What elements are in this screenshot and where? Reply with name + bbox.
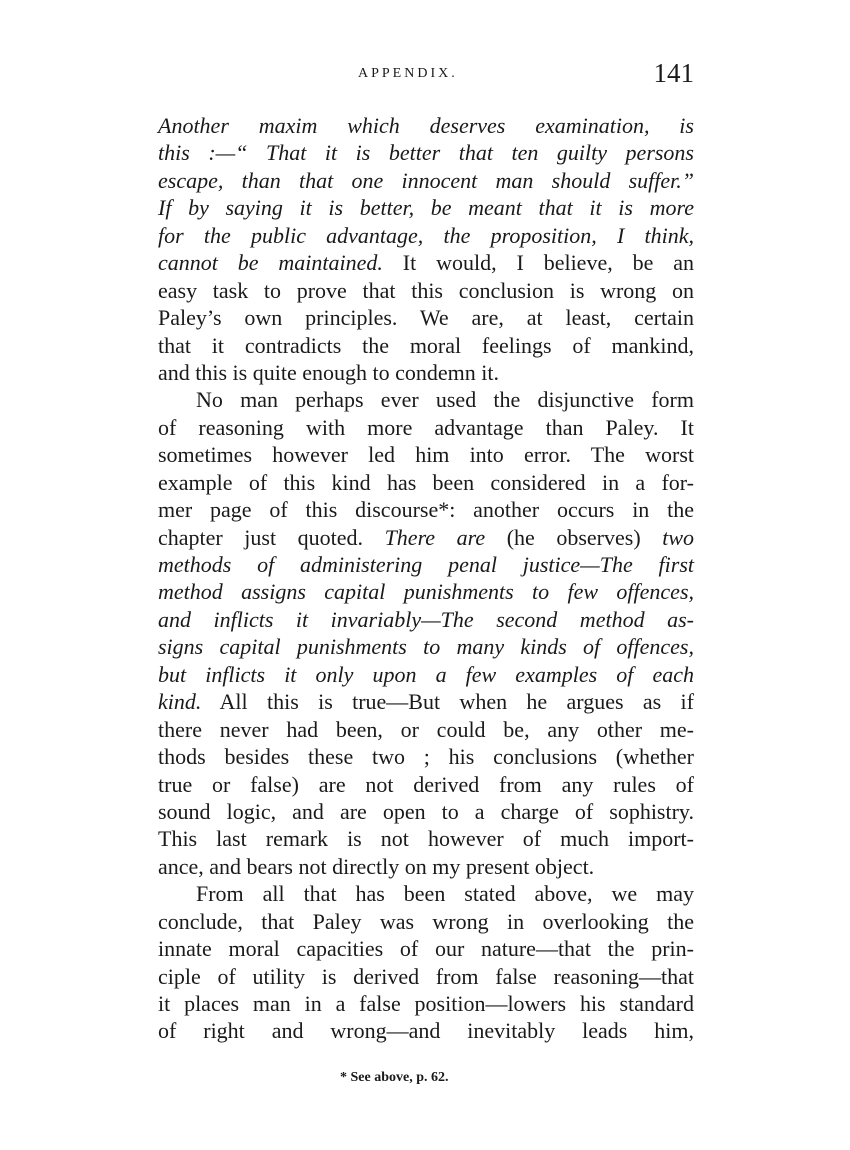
- text-segment: mer page of this discourse*: another occurs in the: [158, 497, 694, 523]
- italic-text-segment: but inflicts it only upon a few examples of each: [158, 661, 694, 687]
- text-line: [158, 167, 694, 194]
- text-segment: sometimes however led him into error. The worst: [158, 442, 694, 468]
- text-line: [158, 139, 694, 166]
- text-line: [158, 112, 694, 139]
- text-segment: of right and wrong—and inevitably leads him,: [158, 1018, 694, 1044]
- text-line: [158, 935, 694, 962]
- text-line: [158, 853, 694, 880]
- italic-text-segment: escape, than that one innocent man should suffer.”: [158, 167, 694, 193]
- text-segment: easy task to prove that this conclusion is wrong on: [158, 277, 694, 303]
- text-segment: conclude, that Paley was wrong in overlooking the: [158, 908, 694, 934]
- text-line: [158, 304, 694, 331]
- text-line: [158, 578, 694, 605]
- text-line: [158, 963, 694, 990]
- text-line: [158, 633, 694, 660]
- text-line: [158, 771, 694, 798]
- page-number: 141: [653, 58, 694, 88]
- text-segment: thods besides these two ; his conclusions (whether: [158, 744, 694, 770]
- text-line: [158, 716, 694, 743]
- text-line: [158, 386, 694, 413]
- italic-text-segment: There are: [384, 524, 486, 550]
- italic-text-segment: two: [662, 524, 694, 550]
- body-text: [158, 112, 694, 1045]
- text-line: [158, 551, 694, 578]
- text-line: [158, 606, 694, 633]
- text-segment: example of this kind has been considered in a for-: [158, 469, 694, 495]
- italic-text-segment: this :—“ That it is better that ten guilty persons: [158, 140, 694, 166]
- text-line: [158, 359, 694, 386]
- text-line: [158, 222, 694, 249]
- text-line: [158, 825, 694, 852]
- text-line: [158, 194, 694, 221]
- text-segment: (he observes): [485, 524, 663, 550]
- text-line: [158, 990, 694, 1017]
- text-segment: chapter just quoted.: [158, 524, 385, 550]
- italic-text-segment: kind.: [158, 689, 202, 715]
- text-segment: of reasoning with more advantage than Paley. It: [158, 414, 694, 440]
- italic-text-segment: methods of administering penal justice—The first: [158, 552, 694, 577]
- italic-text-segment: signs capital punishments to many kinds of offences,: [158, 634, 694, 660]
- text-line: [158, 414, 694, 441]
- text-line: [158, 441, 694, 468]
- text-line: [158, 880, 694, 907]
- text-line: [158, 496, 694, 523]
- text-segment: there never had been, or could be, any other me-: [158, 716, 694, 742]
- text-segment: it places man in a false position—lowers his standard: [158, 991, 694, 1016]
- footnote: * See above, p. 62.: [340, 1070, 449, 1085]
- text-segment: It would, I believe, be an: [382, 250, 695, 276]
- text-line: [158, 277, 694, 304]
- text-segment: This last remark is not however of much import-: [158, 826, 694, 852]
- text-segment: Paley’s own principles. We are, at least, certain: [158, 305, 694, 331]
- text-line: [158, 469, 694, 496]
- text-segment: ance, and bears not directly on my present object.: [158, 853, 595, 879]
- text-line: [158, 661, 694, 688]
- text-segment: innate moral capacities of our nature—that the prin-: [158, 936, 694, 962]
- italic-text-segment: If by saying it is better, be meant that it is more: [158, 195, 694, 221]
- text-segment: From all that has been stated above, we may: [196, 881, 694, 907]
- text-segment: that it contradicts the moral feelings of mankind,: [158, 332, 694, 358]
- page-header: [158, 58, 694, 92]
- italic-text-segment: and inflicts it invariably—The second method as-: [158, 606, 694, 632]
- text-line: [158, 249, 694, 276]
- italic-text-segment: cannot be maintained.: [158, 250, 383, 276]
- text-segment: ciple of utility is derived from false reasoning—that: [158, 963, 694, 989]
- text-line: [158, 908, 694, 935]
- text-segment: All this is true—But when he argues as if: [201, 689, 694, 715]
- text-line: [158, 688, 694, 715]
- text-line: [158, 332, 694, 359]
- text-segment: sound logic, and are open to a charge of sophistry.: [158, 798, 694, 824]
- italic-text-segment: Another maxim which deserves examination, is: [158, 113, 694, 138]
- text-line: [158, 524, 694, 551]
- italic-text-segment: method assigns capital punishments to few offences,: [158, 579, 694, 605]
- text-line: [158, 1017, 694, 1044]
- text-segment: and this is quite enough to condemn it.: [158, 359, 499, 385]
- text-segment: No man perhaps ever used the disjunctive form: [196, 387, 694, 413]
- running-head: APPENDIX.: [358, 66, 458, 81]
- text-line: [158, 743, 694, 770]
- italic-text-segment: for the public advantage, the proposition, I think,: [158, 222, 694, 248]
- text-line: [158, 798, 694, 825]
- text-segment: true or false) are not derived from any rules of: [158, 771, 694, 797]
